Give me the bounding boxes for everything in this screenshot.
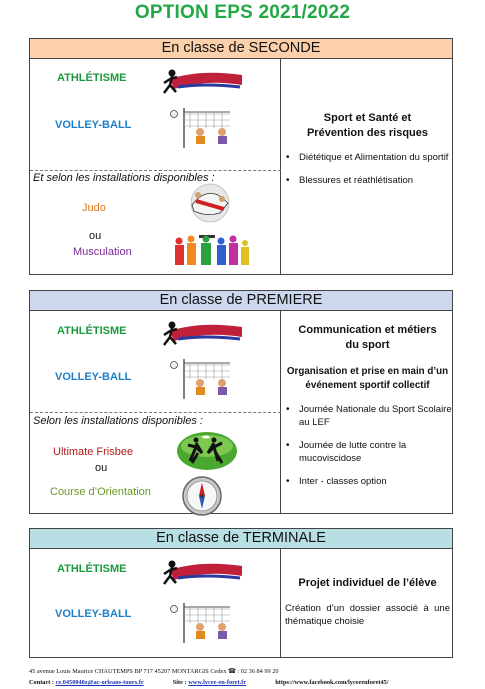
terminale-theme-text: Création d’un dossier associé à une thématique choisie xyxy=(285,603,450,627)
runner-illustration xyxy=(160,317,244,351)
musculation-label: Musculation xyxy=(73,246,132,258)
section-body-seconde xyxy=(30,59,452,275)
premiere-theme xyxy=(281,311,454,514)
list-item: • Inter - classes option xyxy=(299,475,454,488)
athletisme-label: ATHLÉTISME xyxy=(57,325,127,337)
runner-illustration xyxy=(160,556,244,590)
section-terminale xyxy=(29,528,453,658)
installations-note: Et selon les installations disponibles : xyxy=(33,172,215,184)
musculation-illustration xyxy=(171,231,251,267)
section-header-seconde: En classe de SECONDE xyxy=(30,39,452,59)
runner-illustration xyxy=(160,65,244,99)
terminale-theme xyxy=(281,549,454,658)
section-seconde xyxy=(29,38,453,275)
ultimate-frisbee-illustration xyxy=(176,431,238,471)
section-body-terminale xyxy=(30,549,452,658)
ou-label: ou xyxy=(95,462,108,474)
list-item: • Journée de lutte contre la mucoviscidose xyxy=(299,439,454,465)
ultimate-label: Ultimate Frisbee xyxy=(53,446,134,458)
list-item: • Diététique et Alimentation du sportif xyxy=(299,151,454,164)
premiere-theme-list xyxy=(281,403,454,488)
volleyball-illustration xyxy=(160,599,244,645)
terminale-activities xyxy=(30,549,281,658)
premiere-activities xyxy=(30,311,281,514)
ou-label: ou xyxy=(89,230,102,242)
volley-label: VOLLEY-BALL xyxy=(55,371,132,383)
volley-label: VOLLEY-BALL xyxy=(55,119,132,131)
judo-illustration xyxy=(184,183,236,225)
list-item: • Blessures et réathlétisation xyxy=(299,174,454,187)
installations-note: Selon les installations disponibles : xyxy=(33,415,203,427)
section-header-terminale: En classe de TERMINALE xyxy=(30,529,452,549)
athletisme-label: ATHLÉTISME xyxy=(57,72,127,84)
seconde-theme-title: Sport et Santé et Prévention des risques xyxy=(306,112,429,139)
site-label: Site : xyxy=(172,679,187,686)
judo-label: Judo xyxy=(82,202,106,214)
footer-contact-row xyxy=(29,679,389,686)
divider xyxy=(30,170,281,171)
site-link[interactable]: www.lycee-en-foret.fr xyxy=(188,679,247,686)
seconde-theme-list xyxy=(281,151,454,187)
section-header-premiere: En classe de PREMIERE xyxy=(30,291,452,311)
volley-label: VOLLEY-BALL xyxy=(55,608,132,620)
footer-address: 45 avenue Louis Maurice CHAUTEMPS BP 717 45207 MONTARGIS Cedex ☎ : 02 36 84 99 20 xyxy=(29,668,279,675)
facebook-link[interactable]: https://www.facebook.com/lyceeenforet45/ xyxy=(275,679,389,686)
page-title: OPTION EPS 2021/2022 xyxy=(134,2,351,23)
compass-icon xyxy=(181,475,223,517)
athletisme-label: ATHLÉTISME xyxy=(57,563,127,575)
orientation-label: Course d’Orientation xyxy=(50,486,151,498)
volleyball-illustration xyxy=(160,355,244,401)
premiere-theme-title: Communication et métiers du sport xyxy=(298,324,437,351)
contact-label: Contact : xyxy=(29,679,55,686)
premiere-theme-subtitle: Organisation et prise en main d’un événement sportif collectif xyxy=(286,366,449,391)
seconde-activities xyxy=(30,59,281,275)
contact-email-link[interactable]: ce.0450040z@ac-orleans-tours.fr xyxy=(55,679,144,686)
volleyball-illustration xyxy=(160,104,244,150)
list-item: • Journée Nationale du Sport Scolaire au LEF xyxy=(299,403,454,429)
section-premiere xyxy=(29,290,453,514)
divider xyxy=(30,412,281,413)
seconde-theme xyxy=(281,59,454,275)
terminale-theme-title: Projet individuel de l’élève xyxy=(298,577,437,589)
section-body-premiere xyxy=(30,311,452,514)
